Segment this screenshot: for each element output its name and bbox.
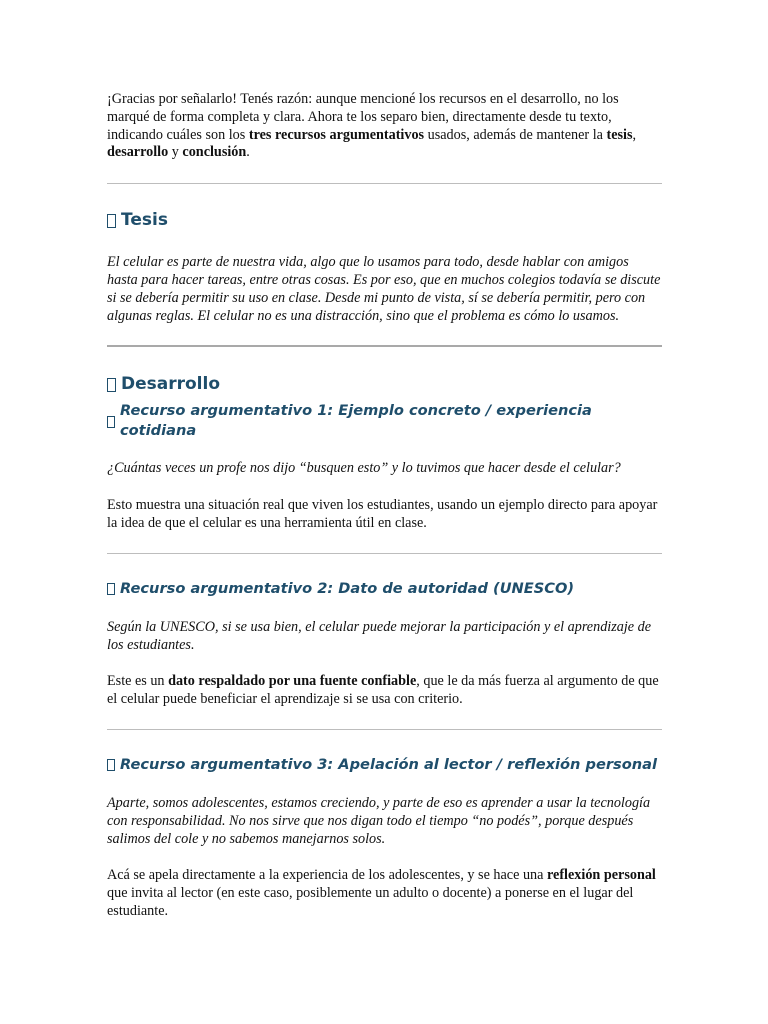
explanation-text: , que le da más fuerza al argumento de que el celular puede beneficiar el aprendizaje si se usa con criterio.: [107, 673, 659, 708]
recurso-2-heading: [107, 579, 662, 599]
tesis-quote: El celular es parte de nuestra vida, algo que lo usamos para todo, desde hablar con amigos hasta para hacer tareas, entre otras cosas. Es por eso, que en muchos colegios todavía se discute si se debería permitir su uso en clase. Desde mi punto de vista, sí se debería permitir, pero con algunas reglas. El celular no es una distracción, sino que el problema es cómo lo usamos.: [107, 254, 661, 324]
explanation-text: que invita al lector (en este caso, posiblemente un adulto o docente) a ponerse en el lugar del estudiante.: [107, 885, 634, 919]
missing-glyph-icon: [107, 416, 115, 428]
intro-text: y: [168, 144, 183, 161]
divider: [107, 345, 662, 347]
intro-bold-desarrollo: desarrollo: [107, 144, 169, 161]
recurso-1-quote: ¿Cuántas veces un profe nos dijo “busquen esto” y lo tuvimos que hacer desde el celular?: [107, 460, 621, 477]
recurso-2-explanation: [107, 673, 662, 709]
intro-text: usados, además de mantener la: [424, 126, 607, 143]
document-body: [107, 91, 662, 921]
explanation-bold: dato respaldado por una fuente confiable: [168, 673, 417, 690]
missing-glyph-icon: [107, 759, 115, 771]
recurso-2-title: Recurso argumentativo 2: Dato de autoridad (UNESCO): [120, 579, 575, 597]
recurso-3-heading: [107, 755, 662, 775]
recurso-1-title: Recurso argumentativo 1: Ejemplo concreto / experiencia cotidiana: [120, 402, 592, 440]
explanation-text: Acá se apela directamente a la experiencia de los adolescentes, y se hace una: [107, 867, 547, 884]
recurso-2-quote: Según la UNESCO, si se usa bien, el celular puede mejorar la participación y el aprendizaje de los estudiantes.: [107, 618, 652, 653]
desarrollo-title: Desarrollo: [121, 374, 221, 395]
intro-text: .: [246, 144, 250, 161]
recurso-1-heading: [107, 401, 662, 441]
intro-bold-tesis: tesis: [606, 126, 633, 143]
recurso-3-quote: Aparte, somos adolescentes, estamos creciendo, y parte de eso es aprender a usar la tecnología con responsabilidad. No nos sirve que nos digan todo el tiempo “no podés”, porque después salimos del cole y no sabemos manejarnos solos.: [107, 794, 651, 847]
intro-text: ¡Gracias por señalarlo! Tenés razón: aunque mencioné los recursos en el desarrollo, no los marqué de forma completa y clara. Ahora te los separo bien, directamente desde tu texto, indicando cuáles son los: [107, 91, 619, 143]
intro-text: ,: [632, 126, 637, 143]
recurso-1-explanation: Esto muestra una situación real que viven los estudiantes, usando un ejemplo directo para apoyar la idea de que el celular es una herramienta útil en clase.: [107, 497, 658, 531]
explanation-bold: reflexión personal: [546, 867, 656, 884]
desarrollo-heading: [107, 373, 662, 395]
missing-glyph-icon: [107, 378, 116, 392]
recurso-3-title: Recurso argumentativo 3: Apelación al lector / reflexión personal: [120, 755, 658, 773]
recurso-3-explanation: [107, 867, 662, 920]
intro-bold-conclusion: conclusión: [182, 144, 247, 161]
divider: [107, 553, 662, 554]
missing-glyph-icon: [107, 214, 116, 228]
intro-paragraph: [107, 91, 662, 162]
intro-bold-recursos: tres recursos argumentativos: [248, 126, 425, 143]
explanation-text: Este es un: [107, 673, 169, 690]
tesis-title: Tesis: [121, 210, 168, 231]
tesis-heading: [107, 209, 662, 231]
divider: [107, 729, 662, 730]
missing-glyph-icon: [107, 583, 115, 595]
divider: [107, 183, 662, 184]
